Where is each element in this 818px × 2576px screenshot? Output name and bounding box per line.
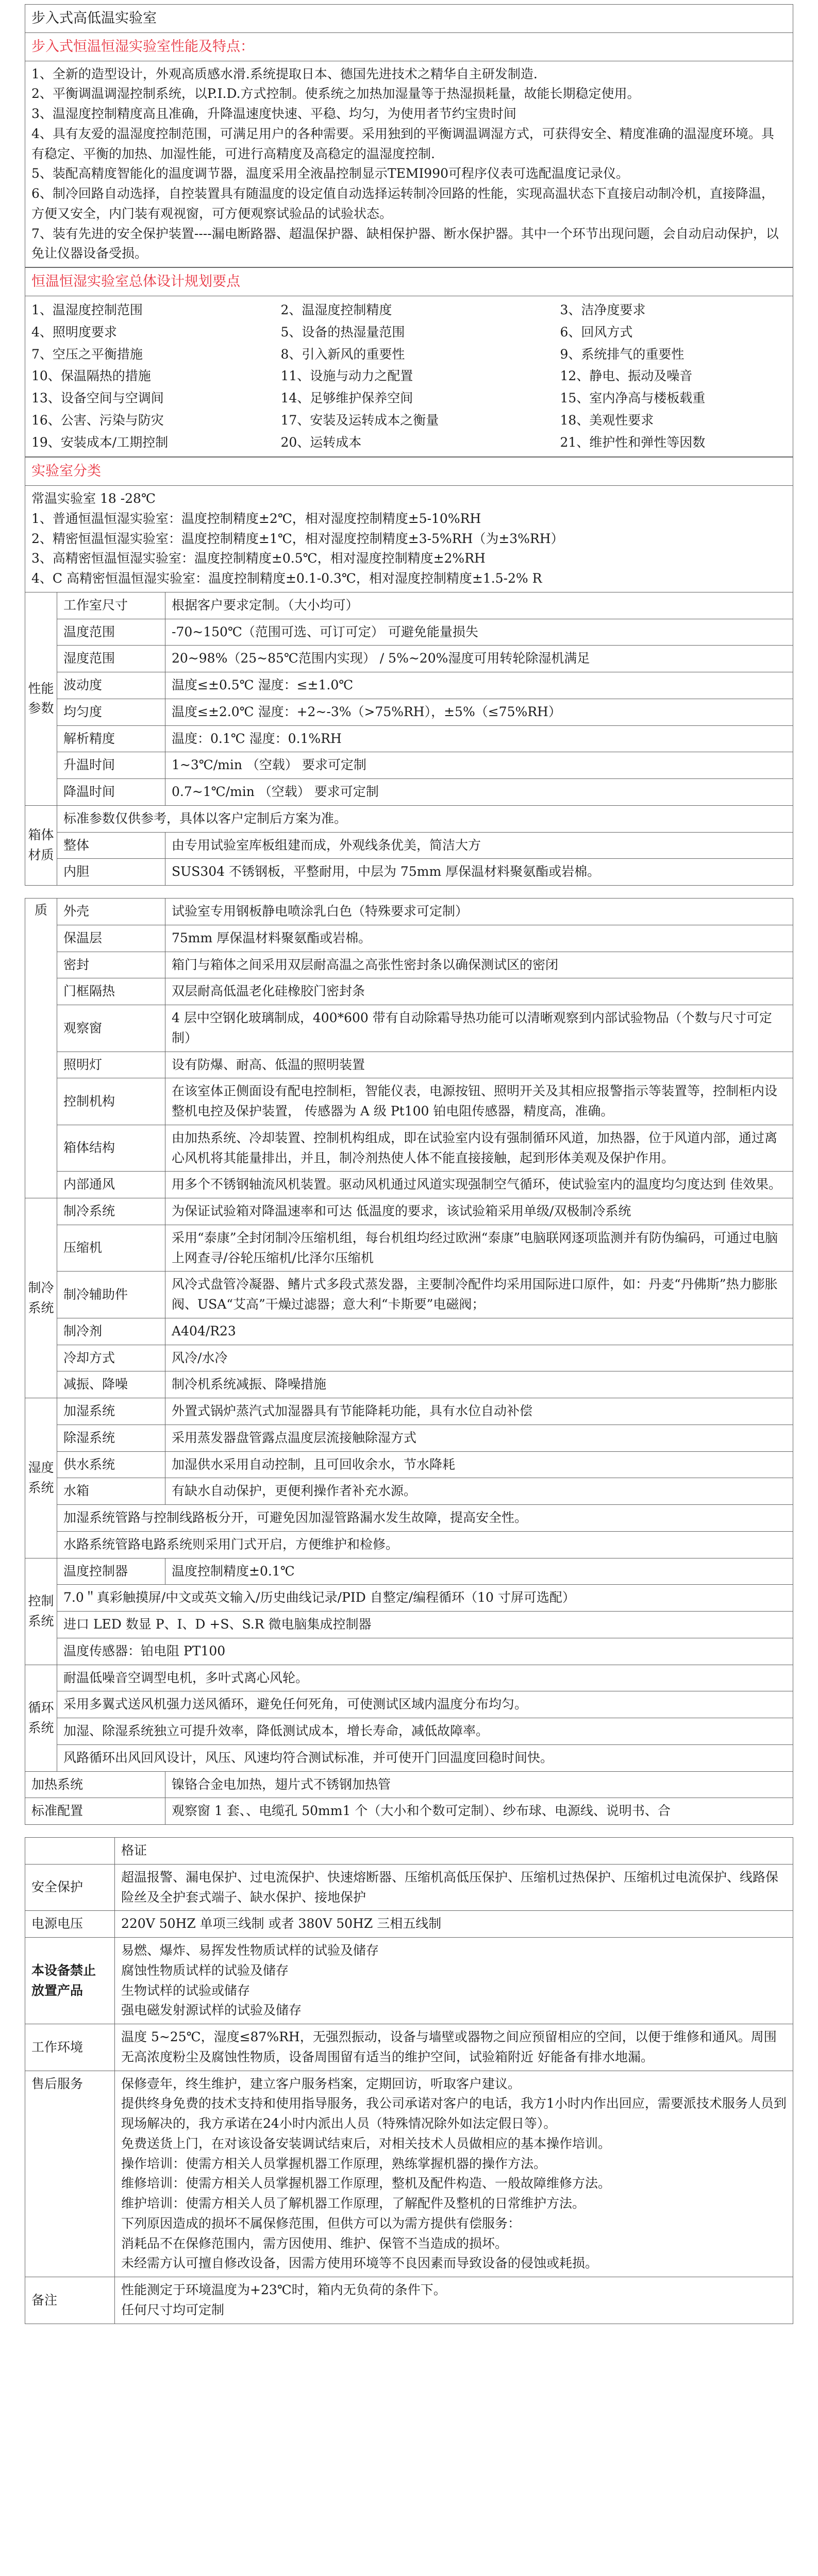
param-value: 温度控制精度±0.1℃	[165, 1558, 793, 1585]
material-label	[25, 805, 57, 885]
param-name: 解析精度	[57, 725, 165, 752]
param-value: 风冷/水冷	[165, 1345, 793, 1371]
circulation-note: 加湿、除湿系统独立可提升效率，降低测试成本，增长寿命，减低故障率。	[57, 1718, 793, 1745]
param-value: 温度≤±0.5℃ 湿度：≤±1.0℃	[165, 672, 793, 699]
param-value: 设有防爆、耐高、低温的照明装置	[165, 1052, 793, 1078]
param-name: 箱体结构	[57, 1125, 165, 1172]
material-label-b: 材质	[28, 848, 54, 862]
param-name: 整体	[57, 832, 165, 859]
classification-item: 3、高精密恒温恒湿实验室：温度控制精度±0.5℃，相对湿度控制精度±2%RH	[31, 551, 486, 566]
planning-point: 12、静电、振动及噪音	[560, 368, 693, 384]
performance-label: 性能参数	[25, 592, 57, 805]
planning-row	[31, 344, 787, 366]
param-name: 售后服务	[25, 2071, 115, 2277]
planning-point: 1、温湿度控制范围	[31, 302, 143, 318]
circulation-label: 循环系统	[25, 1665, 57, 1771]
param-value: A404/R23	[165, 1318, 793, 1345]
page-title: 步入式高低温实验室	[25, 5, 793, 33]
planning-point: 13、设备空间与空调间	[31, 391, 164, 406]
planning-row	[31, 365, 787, 387]
param-value: 超温报警、漏电保护、过电流保护、快速熔断器、压缩机高低压保护、压缩机过热保护、压缩机过电流保护、线路保险丝及全护套式端子、缺水保护、接地保护	[115, 1864, 793, 1911]
feature-item: 2、平衡调温调湿控制系统，以P.I.D.方式控制。使系统之加热加湿量等于热湿损耗量，故能长期稳定使用。	[31, 86, 640, 101]
planning-heading: 恒温恒湿实验室总体设计规划要点	[25, 268, 793, 296]
param-value: 由专用试验室库板组建而成，外观线条优美，简洁大方	[165, 832, 793, 859]
param-value: 1~3℃/min （空载） 要求可定制	[165, 752, 793, 779]
classification-heading: 实验室分类	[25, 457, 793, 486]
humidity-note: 加湿系统管路与控制线路板分开，可避免因加湿管路漏水发生故障，提高安全性。	[57, 1505, 793, 1532]
param-name: 冷却方式	[57, 1345, 165, 1371]
param-name: 照明灯	[57, 1052, 165, 1078]
service-table	[25, 1837, 793, 2324]
feature-item: 4、具有友爱的温湿度控制范围，可满足用户的各种需要。采用独到的平衡调温调湿方式，可获得安全、精度准确的温湿度环境。具有稳定、平衡的加热、加湿性能，可进行高精度及高稳定的温湿度控制.	[31, 126, 774, 161]
circulation-note: 耐温低噪音空调型电机，多叶式离心风轮。	[57, 1665, 793, 1691]
param-name: 外壳	[57, 899, 165, 925]
planning-point: 14、足够维护保养空间	[280, 391, 413, 406]
planning-table	[25, 267, 793, 457]
classification-item: 4、C 高精密恒温恒湿实验室：温度控制精度±0.1-0.3℃，相对湿度控制精度±1.5-2% R	[31, 571, 542, 586]
planning-point: 20、运转成本	[280, 434, 362, 450]
param-value: 格证	[115, 1838, 793, 1865]
param-name: 安全保护	[25, 1864, 115, 1911]
param-value: 有缺水自动保护，更便利操作者补充水源。	[165, 1478, 793, 1505]
param-value: 75mm 厚保温材料聚氨酯或岩棉。	[165, 925, 793, 952]
param-name: 制冷辅助件	[57, 1272, 165, 1318]
param-name: 温度范围	[57, 619, 165, 646]
heating-label: 加热系统	[25, 1771, 165, 1798]
planning-point: 21、维护性和弹性等因数	[560, 434, 706, 450]
planning-point: 16、公害、污染与防灾	[31, 412, 164, 428]
param-value: 试验室专用钢板静电喷涂乳白色（特殊要求可定制）	[165, 899, 793, 925]
classification-item: 2、精密恒温恒湿实验室：温度控制精度±1℃，相对湿度控制精度±3-5%RH（为±3%RH）	[31, 531, 564, 546]
param-name: 内胆	[57, 859, 165, 886]
param-name	[25, 1838, 115, 1865]
humidity-label: 湿度系统	[25, 1398, 57, 1558]
param-name: 水箱	[57, 1478, 165, 1505]
control-note: 7.0＂真彩触摸屏/中文或英文输入/历史曲线记录/PID 自整定/编程循环（10 寸屏可选配）	[57, 1585, 793, 1612]
classification-table	[25, 457, 793, 886]
param-value: 温度 5~25℃，湿度≤87%RH，无强烈振动，设备与墙壁或器物之间应预留相应的空间，以便于维修和通风。周围无高浓度粉尘及腐蚀性物质，设备周围留有适当的维护空间，试验箱附近 好能备有排水地漏。	[115, 2024, 793, 2071]
planning-row	[31, 321, 787, 344]
structure-table	[25, 898, 793, 1825]
control-note: 温度传感器：铂电阻 PT100	[57, 1638, 793, 1665]
planning-row	[31, 387, 787, 410]
param-value: -70~150℃（范围可选、可订可定） 可避免能量损失	[165, 619, 793, 646]
param-value: 保修壹年，终生维护，建立客户服务档案，定期回访，听取客户建议。 提供终身免费的技术支持和使用指导服务，我公司承诺对客户的电话，我方1小时内作出回应，需要派技术服务人员到现场解决的，我方承诺在24小时内派出人员（特殊情况除外如法定假日等）。 免费送货上门，在对该设备安装调试结束后，对相关技术人员做相应的基本操作培训。 操作培训：使需方相关人员掌握机器工作原理，熟练掌握机器的操作方法。 维修培训：使需方相关人员掌握机器工作原理，整机及配件构造、一般故障维修方法。 维护培训：使需方相关人员了解机器工作原理，了解配件及整机的日常维护方法。 下列原因造成的损坏不属保修范围，但供方可以为需方提供有偿服务： 消耗品不在保修范围内，需方因使用、维护、保管不当造成的损坏。 未经需方认可擅自修改设备，因需方使用环境等不良因素而导致设备的侵蚀或耗损。	[115, 2071, 793, 2277]
param-name: 门框隔热	[57, 978, 165, 1005]
cooling-label: 制冷系统	[25, 1198, 57, 1398]
param-value: 用多个不锈钢轴流风机装置。驱动风机通过风道实现强制空气循环，使试验室内的温度均匀度达到 佳效果。	[165, 1172, 793, 1198]
param-value: 外置式锅炉蒸汽式加湿器具有节能降耗功能，具有水位自动补偿	[165, 1398, 793, 1425]
planning-point: 3、洁净度要求	[560, 302, 646, 318]
planning-point: 7、空压之平衡措施	[31, 346, 143, 362]
material-label-a: 箱体	[28, 827, 54, 843]
param-name: 压缩机	[57, 1225, 165, 1272]
planning-point: 10、保温隔热的措施	[31, 368, 151, 384]
param-name: 温度控制器	[57, 1558, 165, 1585]
param-value: 风冷式盘管冷凝器、鳍片式多段式蒸发器，主要制冷配件均采用国际进口原件，如：丹麦“丹佛斯”热力膨胀阀、USA“艾高”干燥过滤器；意大利“卡斯要”电磁阀；	[165, 1272, 793, 1318]
quality-label: 质	[25, 899, 57, 1198]
planning-point: 19、安装成本/工期控制	[31, 434, 169, 450]
param-value: 采用“泰康”全封闭制冷压缩机组，每台机组均经过欧洲“泰康”电脑联网逐项监测并有防伪编码，可通过电脑上网查寻/谷轮压缩机/比泽尔压缩机	[165, 1225, 793, 1272]
param-value: 加湿供水采用自动控制，且可回收余水，节水降耗	[165, 1451, 793, 1478]
param-name: 控制机构	[57, 1078, 165, 1125]
param-name: 观察窗	[57, 1005, 165, 1052]
param-value: 4 层中空钢化玻璃制成，400*600 带有自动除霜导热功能可以清晰观察到内部试验物品（个数与尺寸可定制）	[165, 1005, 793, 1052]
heating-value: 镍铬合金电加热，翅片式不锈钢加热管	[165, 1771, 793, 1798]
param-name: 波动度	[57, 672, 165, 699]
planning-point: 6、回风方式	[560, 324, 633, 340]
param-name: 工作环境	[25, 2024, 115, 2071]
classification-body	[25, 486, 793, 592]
param-name: 湿度范围	[57, 646, 165, 672]
param-name: 制冷剂	[57, 1318, 165, 1345]
param-value: 温度：0.1℃ 湿度：0.1%RH	[165, 725, 793, 752]
param-name: 工作室尺寸	[57, 592, 165, 619]
param-name: 升温时间	[57, 752, 165, 779]
param-name: 加湿系统	[57, 1398, 165, 1425]
classification-item: 1、普通恒温恒湿实验室：温度控制精度±2℃，相对湿度控制精度±5-10%RH	[31, 511, 481, 526]
param-name: 本设备禁止放置产品	[25, 1938, 115, 2024]
material-note: 标准参数仅供参考，具体以客户定制后方案为准。	[57, 805, 793, 832]
features-section	[25, 0, 793, 267]
planning-row	[31, 410, 787, 432]
classification-section	[25, 457, 793, 886]
param-name: 保温层	[57, 925, 165, 952]
param-value: 20~98%（25~85℃范围内实现） / 5%~20%湿度可用转轮除湿机满足	[165, 646, 793, 672]
planning-section	[25, 267, 793, 457]
param-value: 箱门与箱体之间采用双层耐高温之高张性密封条以确保测试区的密闭	[165, 952, 793, 978]
planning-point: 18、美观性要求	[560, 412, 654, 428]
feature-item: 7、装有先进的安全保护装置----漏电断路器、超温保护器、缺相保护器、断水保护器。其中一个环节出现问题，会自动启动保护，以免让仪器设备受损。	[31, 226, 779, 261]
features-table	[25, 4, 793, 267]
planning-body	[25, 296, 793, 457]
feature-item: 5、装配高精度智能化的温度调节器，温度采用全液晶控制显示TEMI990可程序仪表可选配温度记录仪。	[31, 166, 629, 181]
planning-row	[31, 432, 787, 454]
param-value: 在该室体正侧面设有配电控制柜，智能仪表，电源按钮、照明开关及其相应报警指示等装置等，控制柜内设整机电控及保护装置， 传感器为 A 级 Pt100 铂电阻传感器，精度高，准确。	[165, 1078, 793, 1125]
circulation-note: 采用多翼式送风机强力送风循环，避免任何死角，可使测试区域内温度分布均匀。	[57, 1691, 793, 1718]
planning-grid	[31, 299, 787, 453]
param-value: 由加热系统、冷却装置、控制机构组成，即在试验室内设有强制循环风道，加热器，位于风道内部，通过离心风机将其能量排出，并且，制冷剂热使人体不能直接接触，起到形体美观及保护作用。	[165, 1125, 793, 1172]
planning-point: 5、设备的热湿量范围	[280, 324, 405, 340]
standard-config-label: 标准配置	[25, 1798, 165, 1825]
planning-point: 9、系统排气的重要性	[560, 346, 685, 362]
param-value: 为保证试验箱对降温速率和可达 低温度的要求，该试验箱采用单级/双极制冷系统	[165, 1198, 793, 1225]
param-name: 供水系统	[57, 1451, 165, 1478]
planning-point: 15、室内净高与楼板载重	[560, 391, 706, 406]
structure-section	[25, 898, 793, 1825]
planning-row	[31, 299, 787, 321]
planning-point: 8、引入新风的重要性	[280, 346, 405, 362]
planning-point: 11、设施与动力之配置	[280, 368, 413, 384]
standard-config-value: 观察窗 1 套、、电缆孔 50mm1 个（大小和个数可定制）、纱布球、电源线、说明书、合	[165, 1798, 793, 1825]
param-value: 制冷机系统减振、降噪措施	[165, 1371, 793, 1398]
param-name: 电源电压	[25, 1911, 115, 1938]
param-value: 采用蒸发器盘管露点温度层流接触除湿方式	[165, 1425, 793, 1451]
feature-item: 1、全新的造型设计，外观高质感水滑.系统提取日本、德国先进技术之精华自主研发制造.	[31, 66, 538, 81]
feature-item: 6、制冷回路自动选择，自控装置具有随温度的设定值自动选择运转制冷回路的性能，实现高温状态下直接启动制冷机，直接降温，方便又安全，内门装有观视窗，可方便观察试验品的试验状态。	[31, 186, 774, 221]
param-name: 减振、降噪	[57, 1371, 165, 1398]
service-section	[25, 1837, 793, 2324]
param-name: 除湿系统	[57, 1425, 165, 1451]
param-value: 性能测定于环境温度为+23℃时，箱内无负荷的条件下。 任何尺寸均可定制	[115, 2277, 793, 2324]
humidity-note: 水路系统管路电路系统则采用门式开启，方便维护和检修。	[57, 1531, 793, 1558]
features-body	[25, 61, 793, 267]
param-name: 备注	[25, 2277, 115, 2324]
param-value: 双层耐高低温老化硅橡胶门密封条	[165, 978, 793, 1005]
circulation-note: 风路循环出风回风设计，风压、风速均符合测试标准，并可使开门回温度回稳时间快。	[57, 1744, 793, 1771]
features-heading: 步入式恒温恒湿实验室性能及特点：	[25, 32, 793, 61]
param-name: 密封	[57, 952, 165, 978]
planning-point: 4、照明度要求	[31, 324, 117, 340]
control-label: 控制系统	[25, 1558, 57, 1665]
control-note: 进口 LED 数显 P、I、D +S、S.R 微电脑集成控制器	[57, 1612, 793, 1638]
param-name: 制冷系统	[57, 1198, 165, 1225]
planning-point: 2、温湿度控制精度	[280, 302, 392, 318]
param-value: 220V 50HZ 单项三线制 或者 380V 50HZ 三相五线制	[115, 1911, 793, 1938]
param-value: 0.7~1℃/min （空载） 要求可定制	[165, 779, 793, 806]
param-value: SUS304 不锈钢板，平整耐用，中层为 75mm 厚保温材料聚氨酯或岩棉。	[165, 859, 793, 886]
param-name: 内部通风	[57, 1172, 165, 1198]
param-value: 温度≤±2.0℃ 湿度：+2~-3%（>75%RH），±5%（≤75%RH）	[165, 699, 793, 725]
planning-point: 17、安装及运转成本之衡量	[280, 412, 439, 428]
param-value: 易燃、爆炸、易挥发性物质试样的试验及储存 腐蚀性物质试样的试验及储存 生物试样的试验或储存 强电磁发射源试样的试验及储存	[115, 1938, 793, 2024]
param-name: 均匀度	[57, 699, 165, 725]
classification-item: 常温实验室 18 -28℃	[31, 491, 156, 506]
feature-item: 3、温湿度控制精度高且准确，升降温速度快速、平稳、均匀，为使用者节约宝贵时间	[31, 106, 516, 122]
param-name: 降温时间	[57, 779, 165, 806]
param-value: 根据客户要求定制。（大小均可）	[165, 592, 793, 619]
